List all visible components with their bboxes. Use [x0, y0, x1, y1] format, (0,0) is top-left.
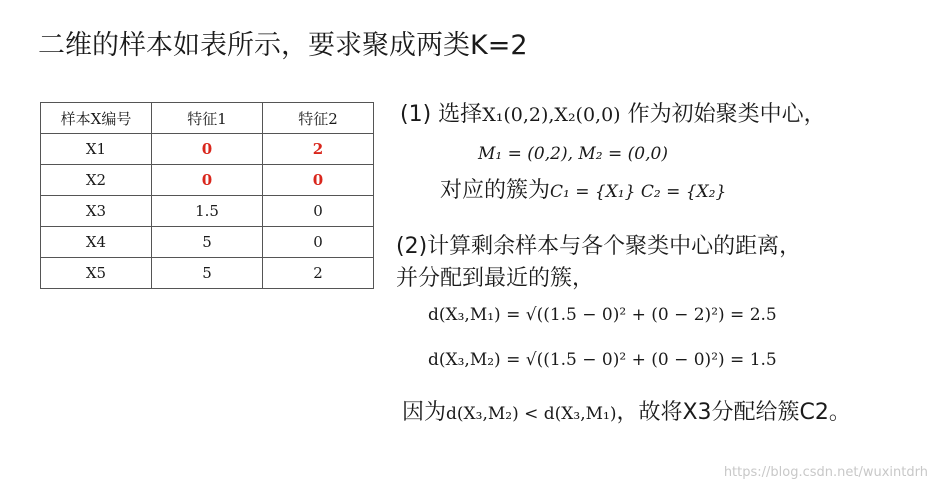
table-cell-highlighted: 0	[152, 134, 263, 165]
distance-x3-m1: d(X₃,M₁) = √((1.5 − 0)² + (0 − 2)²) = 2.5	[428, 305, 777, 325]
conclusion-math: d(X₃,M₂) < d(X₃,M₁)	[446, 404, 617, 424]
step1-initial-points: X₁(0,2),X₂(0,0)	[482, 104, 621, 126]
step1-text-suffix: 作为初始聚类中心，	[627, 102, 826, 127]
table-cell-highlighted: 2	[263, 134, 374, 165]
table-header-row	[41, 103, 374, 134]
table-cell: X1	[41, 134, 152, 165]
table-row	[41, 196, 374, 227]
step2-line2: 并分配到最近的簇，	[396, 266, 595, 291]
table-cell: X5	[41, 258, 152, 289]
table-cell: 2	[263, 258, 374, 289]
step1-text-prefix: 选择	[438, 102, 483, 127]
step1-clusters-line	[440, 176, 726, 207]
step2-conclusion	[402, 398, 851, 429]
table-header-cell: 样本X编号	[41, 103, 152, 134]
table-row	[41, 134, 374, 165]
step1-centers: M₁ = (0,2), M₂ = (0,0)	[478, 144, 668, 164]
table-cell-highlighted: 0	[152, 165, 263, 196]
step1-number: (1)	[400, 102, 432, 127]
conclusion-prefix: 因为	[402, 400, 447, 425]
step1-clusters: C₁ = {X₁} C₂ = {X₂}	[550, 182, 727, 202]
table-cell: 0	[263, 227, 374, 258]
step1-cluster-prefix: 对应的簇为	[440, 178, 551, 203]
page-title: 二维的样本如表所示，要求聚成两类K=2	[38, 30, 528, 61]
step1-heading	[400, 100, 826, 130]
table-cell: X2	[41, 165, 152, 196]
sample-table	[40, 102, 374, 289]
watermark: https://blog.csdn.net/wuxintdrh	[723, 465, 928, 480]
table-cell: X3	[41, 196, 152, 227]
table-cell: 5	[152, 258, 263, 289]
table-cell: 1.5	[152, 196, 263, 227]
table-row	[41, 258, 374, 289]
table-header-cell: 特征2	[263, 103, 374, 134]
table-cell-highlighted: 0	[263, 165, 374, 196]
step2-line1: (2)计算剩余样本与各个聚类中心的距离，	[396, 234, 802, 259]
table-cell: 5	[152, 227, 263, 258]
table-row	[41, 227, 374, 258]
table-header-cell: 特征1	[152, 103, 263, 134]
distance-x3-m2: d(X₃,M₂) = √((1.5 − 0)² + (0 − 0)²) = 1.5	[428, 350, 777, 370]
table-row	[41, 165, 374, 196]
conclusion-suffix: ，故将X3分配给簇C2。	[616, 400, 851, 425]
table-cell: 0	[263, 196, 374, 227]
table-cell: X4	[41, 227, 152, 258]
